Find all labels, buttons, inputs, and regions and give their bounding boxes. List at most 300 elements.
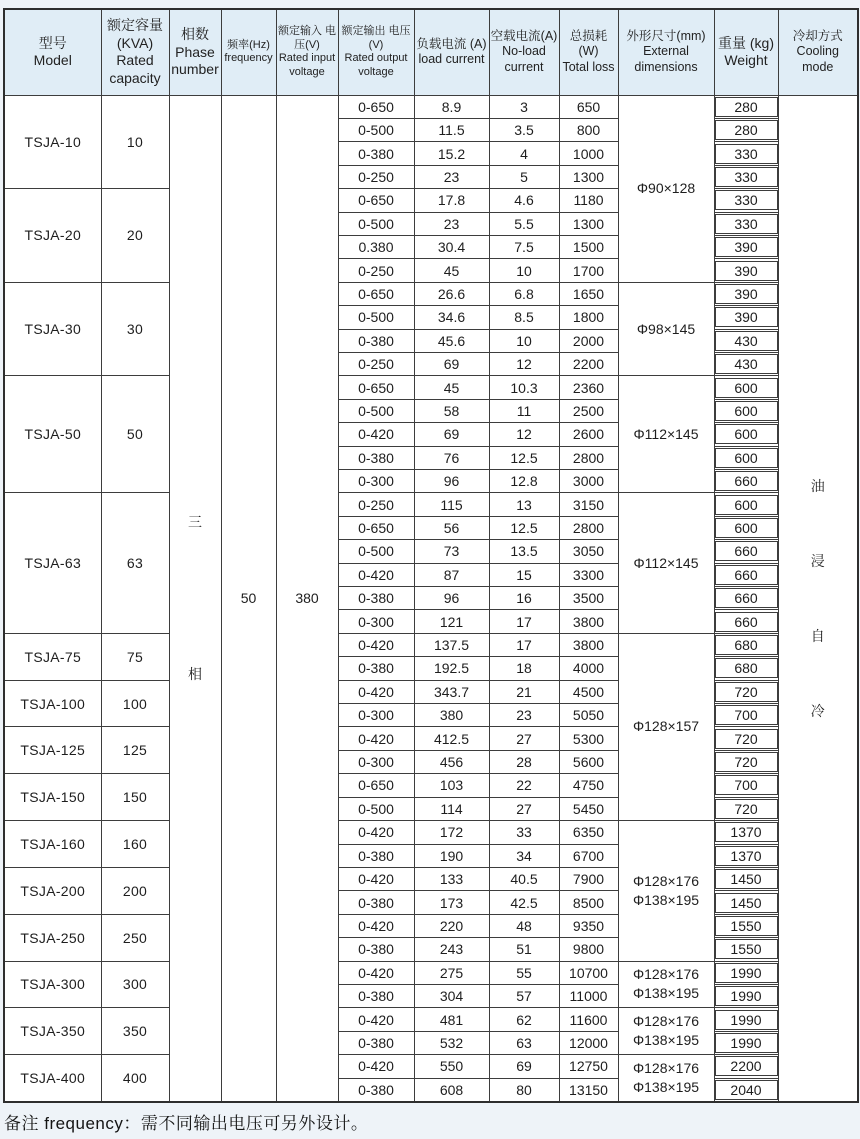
load-current-cell: 69 xyxy=(414,352,489,375)
header-load-current-zh: 负载电流 (A) xyxy=(416,36,487,51)
noload-current-cell: 80 xyxy=(489,1078,559,1102)
col-header-weight xyxy=(714,9,778,95)
total-loss-cell: 1500 xyxy=(559,235,618,258)
noload-current-cell: 16 xyxy=(489,587,559,610)
weight-cell xyxy=(714,493,778,516)
weight-value-box: 600 xyxy=(715,401,778,421)
noload-current-cell: 33 xyxy=(489,821,559,844)
dimensions-cell xyxy=(618,493,714,633)
table-row xyxy=(4,727,858,750)
col-header-frequency xyxy=(221,9,276,95)
noload-current-cell: 4 xyxy=(489,142,559,165)
header-frequency-zh: 频率(Hz) xyxy=(227,38,270,51)
table-row xyxy=(4,961,858,984)
total-loss-cell: 7900 xyxy=(559,867,618,890)
phase-cell xyxy=(169,95,221,1102)
dimension-line: Φ90×128 xyxy=(636,180,696,197)
total-loss-cell: 3500 xyxy=(559,587,618,610)
capacity-cell: 350 xyxy=(101,1008,169,1055)
noload-current-cell: 13.5 xyxy=(489,540,559,563)
noload-current-cell: 34 xyxy=(489,844,559,867)
total-loss-cell: 11000 xyxy=(559,984,618,1007)
model-cell: TSJA-150 xyxy=(4,774,101,821)
capacity-cell: 63 xyxy=(101,493,169,633)
dimension-line: Φ128×176 xyxy=(632,872,700,889)
total-loss-cell: 2800 xyxy=(559,516,618,539)
output-voltage-cell: 0-500 xyxy=(338,399,414,422)
weight-cell xyxy=(714,610,778,633)
weight-cell xyxy=(714,844,778,867)
load-current-cell: 58 xyxy=(414,399,489,422)
weight-value-box: 600 xyxy=(715,495,778,515)
total-loss-cell: 9350 xyxy=(559,914,618,937)
capacity-cell: 75 xyxy=(101,633,169,680)
output-voltage-cell: 0-420 xyxy=(338,914,414,937)
total-loss-cell: 3800 xyxy=(559,610,618,633)
load-current-cell: 343.7 xyxy=(414,680,489,703)
capacity-cell: 250 xyxy=(101,914,169,961)
weight-value-box: 1370 xyxy=(715,822,778,842)
output-voltage-cell: 0-380 xyxy=(338,844,414,867)
capacity-cell: 10 xyxy=(101,95,169,189)
dimension-line: Φ128×176 xyxy=(632,1013,700,1030)
output-voltage-cell: 0-380 xyxy=(338,938,414,961)
output-voltage-cell: 0-650 xyxy=(338,95,414,118)
total-loss-cell: 3000 xyxy=(559,470,618,493)
load-current-cell: 114 xyxy=(414,797,489,820)
output-voltage-cell: 0-650 xyxy=(338,189,414,212)
output-voltage-cell: 0-420 xyxy=(338,961,414,984)
output-voltage-cell: 0-380 xyxy=(338,1078,414,1102)
load-current-cell: 17.8 xyxy=(414,189,489,212)
weight-value-box: 390 xyxy=(715,307,778,327)
load-current-cell: 23 xyxy=(414,212,489,235)
weight-cell xyxy=(714,633,778,656)
total-loss-cell: 2800 xyxy=(559,446,618,469)
output-voltage-cell: 0-300 xyxy=(338,704,414,727)
weight-cell xyxy=(714,259,778,282)
output-voltage-cell: 0-500 xyxy=(338,306,414,329)
model-cell: TSJA-50 xyxy=(4,376,101,493)
table-row xyxy=(4,376,858,399)
spec-table-body xyxy=(4,95,858,1102)
weight-cell xyxy=(714,470,778,493)
output-voltage-cell: 0-380 xyxy=(338,1031,414,1054)
total-loss-cell: 1180 xyxy=(559,189,618,212)
header-cooling-zh: 冷却方式 xyxy=(792,28,843,43)
header-dimensions-en: External dimensions xyxy=(634,44,698,75)
output-voltage-cell: 0-380 xyxy=(338,329,414,352)
weight-cell xyxy=(714,212,778,235)
output-voltage-cell: 0-380 xyxy=(338,587,414,610)
load-current-cell: 532 xyxy=(414,1031,489,1054)
weight-value-box: 280 xyxy=(715,120,778,140)
header-model-en: Model xyxy=(33,52,72,69)
spec-table xyxy=(3,8,859,1103)
noload-current-cell: 57 xyxy=(489,984,559,1007)
dimensions-cell xyxy=(618,961,714,1008)
cooling-char: 浸 xyxy=(810,552,825,569)
header-output-voltage-en: Rated output voltage xyxy=(344,52,408,78)
output-voltage-cell: 0-650 xyxy=(338,282,414,305)
total-loss-cell: 4000 xyxy=(559,657,618,680)
weight-cell xyxy=(714,446,778,469)
weight-cell xyxy=(714,563,778,586)
load-current-cell: 73 xyxy=(414,540,489,563)
table-row xyxy=(4,633,858,656)
dimensions-cell xyxy=(618,376,714,493)
table-row xyxy=(4,282,858,305)
table-row xyxy=(4,1008,858,1031)
weight-value-box: 390 xyxy=(715,284,778,304)
load-current-cell: 15.2 xyxy=(414,142,489,165)
total-loss-cell: 12000 xyxy=(559,1031,618,1054)
load-current-cell: 304 xyxy=(414,984,489,1007)
noload-current-cell: 48 xyxy=(489,914,559,937)
noload-current-cell: 27 xyxy=(489,797,559,820)
load-current-cell: 11.5 xyxy=(414,118,489,141)
load-current-cell: 45 xyxy=(414,259,489,282)
noload-current-cell: 40.5 xyxy=(489,867,559,890)
noload-current-cell: 5 xyxy=(489,165,559,188)
total-loss-cell: 3050 xyxy=(559,540,618,563)
weight-value-box: 1370 xyxy=(715,846,778,866)
noload-current-cell: 17 xyxy=(489,610,559,633)
load-current-cell: 34.6 xyxy=(414,306,489,329)
capacity-cell: 150 xyxy=(101,774,169,821)
total-loss-cell: 650 xyxy=(559,95,618,118)
load-current-cell: 115 xyxy=(414,493,489,516)
load-current-cell: 96 xyxy=(414,587,489,610)
total-loss-cell: 8500 xyxy=(559,891,618,914)
noload-current-cell: 12 xyxy=(489,352,559,375)
total-loss-cell: 11600 xyxy=(559,1008,618,1031)
weight-value-box: 700 xyxy=(715,775,778,795)
weight-cell xyxy=(714,774,778,797)
weight-cell xyxy=(714,376,778,399)
table-row xyxy=(4,1055,858,1078)
footer-note: 备注 frequency：需不同输出电压可另外设计。 xyxy=(4,1114,369,1133)
weight-cell xyxy=(714,821,778,844)
model-cell: TSJA-300 xyxy=(4,961,101,1008)
noload-current-cell: 6.8 xyxy=(489,282,559,305)
weight-cell xyxy=(714,165,778,188)
model-cell: TSJA-20 xyxy=(4,189,101,283)
weight-value-box: 700 xyxy=(715,705,778,725)
weight-value-box: 330 xyxy=(715,167,778,187)
output-voltage-cell: 0-380 xyxy=(338,984,414,1007)
weight-cell xyxy=(714,680,778,703)
total-loss-cell: 4500 xyxy=(559,680,618,703)
output-voltage-cell: 0-300 xyxy=(338,750,414,773)
header-frequency-en: frequency xyxy=(224,52,273,65)
total-loss-cell: 1300 xyxy=(559,165,618,188)
weight-cell xyxy=(714,750,778,773)
weight-cell xyxy=(714,797,778,820)
col-header-total-loss xyxy=(559,9,618,95)
weight-value-box: 390 xyxy=(715,261,778,281)
model-cell: TSJA-75 xyxy=(4,633,101,680)
noload-current-cell: 7.5 xyxy=(489,235,559,258)
noload-current-cell: 62 xyxy=(489,1008,559,1031)
table-row xyxy=(4,867,858,890)
weight-value-box: 390 xyxy=(715,237,778,257)
capacity-cell: 20 xyxy=(101,189,169,283)
output-voltage-cell: 0-420 xyxy=(338,1008,414,1031)
noload-current-cell: 12.5 xyxy=(489,446,559,469)
weight-value-box: 680 xyxy=(715,635,778,655)
load-current-cell: 608 xyxy=(414,1078,489,1102)
header-weight-en: Weight xyxy=(724,52,768,69)
dimensions-cell xyxy=(618,95,714,282)
total-loss-cell: 5450 xyxy=(559,797,618,820)
total-loss-cell: 4750 xyxy=(559,774,618,797)
output-voltage-cell: 0-500 xyxy=(338,540,414,563)
load-current-cell: 412.5 xyxy=(414,727,489,750)
capacity-cell: 50 xyxy=(101,376,169,493)
noload-current-cell: 4.6 xyxy=(489,189,559,212)
noload-current-cell: 28 xyxy=(489,750,559,773)
total-loss-cell: 5600 xyxy=(559,750,618,773)
dimension-line: Φ128×176 xyxy=(632,966,700,983)
total-loss-cell: 3300 xyxy=(559,563,618,586)
weight-cell xyxy=(714,189,778,212)
output-voltage-cell: 0-650 xyxy=(338,376,414,399)
load-current-cell: 96 xyxy=(414,470,489,493)
output-voltage-cell: 0-650 xyxy=(338,774,414,797)
total-loss-cell: 1700 xyxy=(559,259,618,282)
noload-current-cell: 13 xyxy=(489,493,559,516)
output-voltage-cell: 0-380 xyxy=(338,446,414,469)
dimension-line: Φ98×145 xyxy=(636,320,696,337)
weight-value-box: 330 xyxy=(715,144,778,164)
weight-cell xyxy=(714,142,778,165)
total-loss-cell: 5050 xyxy=(559,704,618,727)
noload-current-cell: 10 xyxy=(489,259,559,282)
weight-cell xyxy=(714,704,778,727)
dimension-line: Φ138×195 xyxy=(632,891,700,908)
model-cell: TSJA-125 xyxy=(4,727,101,774)
dimensions-cell xyxy=(618,1008,714,1055)
weight-value-box: 720 xyxy=(715,729,778,749)
noload-current-cell: 17 xyxy=(489,633,559,656)
weight-cell xyxy=(714,1078,778,1102)
output-voltage-cell: 0-420 xyxy=(338,821,414,844)
weight-value-box: 660 xyxy=(715,588,778,608)
output-voltage-cell: 0-420 xyxy=(338,423,414,446)
load-current-cell: 550 xyxy=(414,1055,489,1078)
weight-value-box: 1990 xyxy=(715,986,778,1006)
capacity-cell: 100 xyxy=(101,680,169,727)
model-cell: TSJA-250 xyxy=(4,914,101,961)
output-voltage-cell: 0-420 xyxy=(338,563,414,586)
noload-current-cell: 8.5 xyxy=(489,306,559,329)
weight-value-box: 330 xyxy=(715,214,778,234)
output-voltage-cell: 0-250 xyxy=(338,259,414,282)
total-loss-cell: 6700 xyxy=(559,844,618,867)
table-row xyxy=(4,95,858,118)
col-header-cooling xyxy=(778,9,858,95)
noload-current-cell: 22 xyxy=(489,774,559,797)
capacity-cell: 125 xyxy=(101,727,169,774)
capacity-cell: 400 xyxy=(101,1055,169,1102)
col-header-output-voltage xyxy=(338,9,414,95)
capacity-cell: 30 xyxy=(101,282,169,376)
weight-cell xyxy=(714,961,778,984)
col-header-capacity xyxy=(101,9,169,95)
load-current-cell: 23 xyxy=(414,165,489,188)
noload-current-cell: 63 xyxy=(489,1031,559,1054)
load-current-cell: 481 xyxy=(414,1008,489,1031)
noload-current-cell: 11 xyxy=(489,399,559,422)
noload-current-cell: 3 xyxy=(489,95,559,118)
output-voltage-cell: 0-420 xyxy=(338,867,414,890)
header-input-voltage-en: Rated input voltage xyxy=(278,52,336,78)
model-cell: TSJA-400 xyxy=(4,1055,101,1102)
total-loss-cell: 9800 xyxy=(559,938,618,961)
table-row xyxy=(4,493,858,516)
header-model-zh: 型号 xyxy=(38,34,67,51)
load-current-cell: 8.9 xyxy=(414,95,489,118)
load-current-cell: 192.5 xyxy=(414,657,489,680)
total-loss-cell: 800 xyxy=(559,118,618,141)
output-voltage-cell: 0-250 xyxy=(338,165,414,188)
weight-value-box: 1990 xyxy=(715,1033,778,1053)
weight-cell xyxy=(714,306,778,329)
noload-current-cell: 12.8 xyxy=(489,470,559,493)
noload-current-cell: 18 xyxy=(489,657,559,680)
dimension-line: Φ138×195 xyxy=(632,1078,700,1095)
header-phase-zh: 相数 xyxy=(181,26,209,42)
weight-cell xyxy=(714,891,778,914)
noload-current-cell: 42.5 xyxy=(489,891,559,914)
load-current-cell: 380 xyxy=(414,704,489,727)
model-cell: TSJA-200 xyxy=(4,867,101,914)
capacity-cell: 200 xyxy=(101,867,169,914)
weight-cell xyxy=(714,352,778,375)
load-current-cell: 121 xyxy=(414,610,489,633)
header-phase-en: Phase number xyxy=(171,43,219,77)
weight-value-box: 600 xyxy=(715,448,778,468)
output-voltage-cell: 0-250 xyxy=(338,493,414,516)
weight-value-box: 600 xyxy=(715,424,778,444)
noload-current-cell: 10.3 xyxy=(489,376,559,399)
output-voltage-cell: 0-380 xyxy=(338,891,414,914)
model-cell: TSJA-350 xyxy=(4,1008,101,1055)
weight-cell xyxy=(714,938,778,961)
cooling-mode-cell xyxy=(778,95,858,1102)
table-row xyxy=(4,680,858,703)
load-current-cell: 26.6 xyxy=(414,282,489,305)
weight-value-box: 1450 xyxy=(715,893,778,913)
load-current-cell: 173 xyxy=(414,891,489,914)
total-loss-cell: 2600 xyxy=(559,423,618,446)
noload-current-cell: 10 xyxy=(489,329,559,352)
load-current-cell: 133 xyxy=(414,867,489,890)
table-row xyxy=(4,774,858,797)
weight-cell xyxy=(714,95,778,118)
load-current-cell: 30.4 xyxy=(414,235,489,258)
header-row xyxy=(4,9,858,95)
col-header-dimensions xyxy=(618,9,714,95)
load-current-cell: 243 xyxy=(414,938,489,961)
header-noload-current-zh: 空载电流(A) xyxy=(490,28,558,43)
total-loss-cell: 6350 xyxy=(559,821,618,844)
header-capacity-en: Rated capacity xyxy=(109,52,161,86)
weight-value-box: 2200 xyxy=(715,1056,778,1076)
total-loss-cell: 2500 xyxy=(559,399,618,422)
dimension-line: Φ128×176 xyxy=(632,1059,700,1076)
weight-value-box: 1990 xyxy=(715,963,778,983)
load-current-cell: 220 xyxy=(414,914,489,937)
weight-cell xyxy=(714,118,778,141)
dimension-line: Φ138×195 xyxy=(632,985,700,1002)
dimension-line: Φ128×157 xyxy=(632,718,700,735)
weight-value-box: 600 xyxy=(715,518,778,538)
noload-current-cell: 21 xyxy=(489,680,559,703)
dimensions-cell xyxy=(618,282,714,376)
dimensions-cell xyxy=(618,633,714,820)
model-cell: TSJA-30 xyxy=(4,282,101,376)
load-current-cell: 56 xyxy=(414,516,489,539)
header-load-current-en: load current xyxy=(418,52,485,67)
load-current-cell: 69 xyxy=(414,423,489,446)
cooling-char: 自 xyxy=(810,627,825,644)
noload-current-cell: 3.5 xyxy=(489,118,559,141)
load-current-cell: 76 xyxy=(414,446,489,469)
noload-current-cell: 51 xyxy=(489,938,559,961)
output-voltage-cell: 0-300 xyxy=(338,610,414,633)
output-voltage-cell: 0-500 xyxy=(338,797,414,820)
input-voltage-cell: 380 xyxy=(276,95,338,1102)
noload-current-cell: 12.5 xyxy=(489,516,559,539)
weight-value-box: 720 xyxy=(715,752,778,772)
output-voltage-cell: 0-250 xyxy=(338,352,414,375)
total-loss-cell: 2200 xyxy=(559,352,618,375)
model-cell: TSJA-100 xyxy=(4,680,101,727)
weight-value-box: 600 xyxy=(715,378,778,398)
load-current-cell: 137.5 xyxy=(414,633,489,656)
model-cell: TSJA-160 xyxy=(4,821,101,868)
col-header-load-current xyxy=(414,9,489,95)
total-loss-cell: 1800 xyxy=(559,306,618,329)
weight-value-box: 680 xyxy=(715,658,778,678)
load-current-cell: 103 xyxy=(414,774,489,797)
load-current-cell: 172 xyxy=(414,821,489,844)
header-total-loss-zh: 总损耗(W) xyxy=(569,28,608,59)
col-header-noload-current xyxy=(489,9,559,95)
output-voltage-cell: 0-300 xyxy=(338,470,414,493)
total-loss-cell: 3800 xyxy=(559,633,618,656)
load-current-cell: 87 xyxy=(414,563,489,586)
weight-cell xyxy=(714,1008,778,1031)
output-voltage-cell: 0-650 xyxy=(338,516,414,539)
total-loss-cell: 3150 xyxy=(559,493,618,516)
table-row xyxy=(4,914,858,937)
weight-value-box: 2040 xyxy=(715,1080,778,1100)
output-voltage-cell: 0.380 xyxy=(338,235,414,258)
weight-cell xyxy=(714,587,778,610)
weight-cell xyxy=(714,914,778,937)
cooling-char: 冷 xyxy=(810,702,825,719)
capacity-cell: 300 xyxy=(101,961,169,1008)
phase-char: 三 xyxy=(188,514,202,531)
total-loss-cell: 13150 xyxy=(559,1078,618,1102)
weight-value-box: 720 xyxy=(715,799,778,819)
weight-cell xyxy=(714,282,778,305)
output-voltage-cell: 0-500 xyxy=(338,118,414,141)
spec-table-header xyxy=(4,9,858,95)
